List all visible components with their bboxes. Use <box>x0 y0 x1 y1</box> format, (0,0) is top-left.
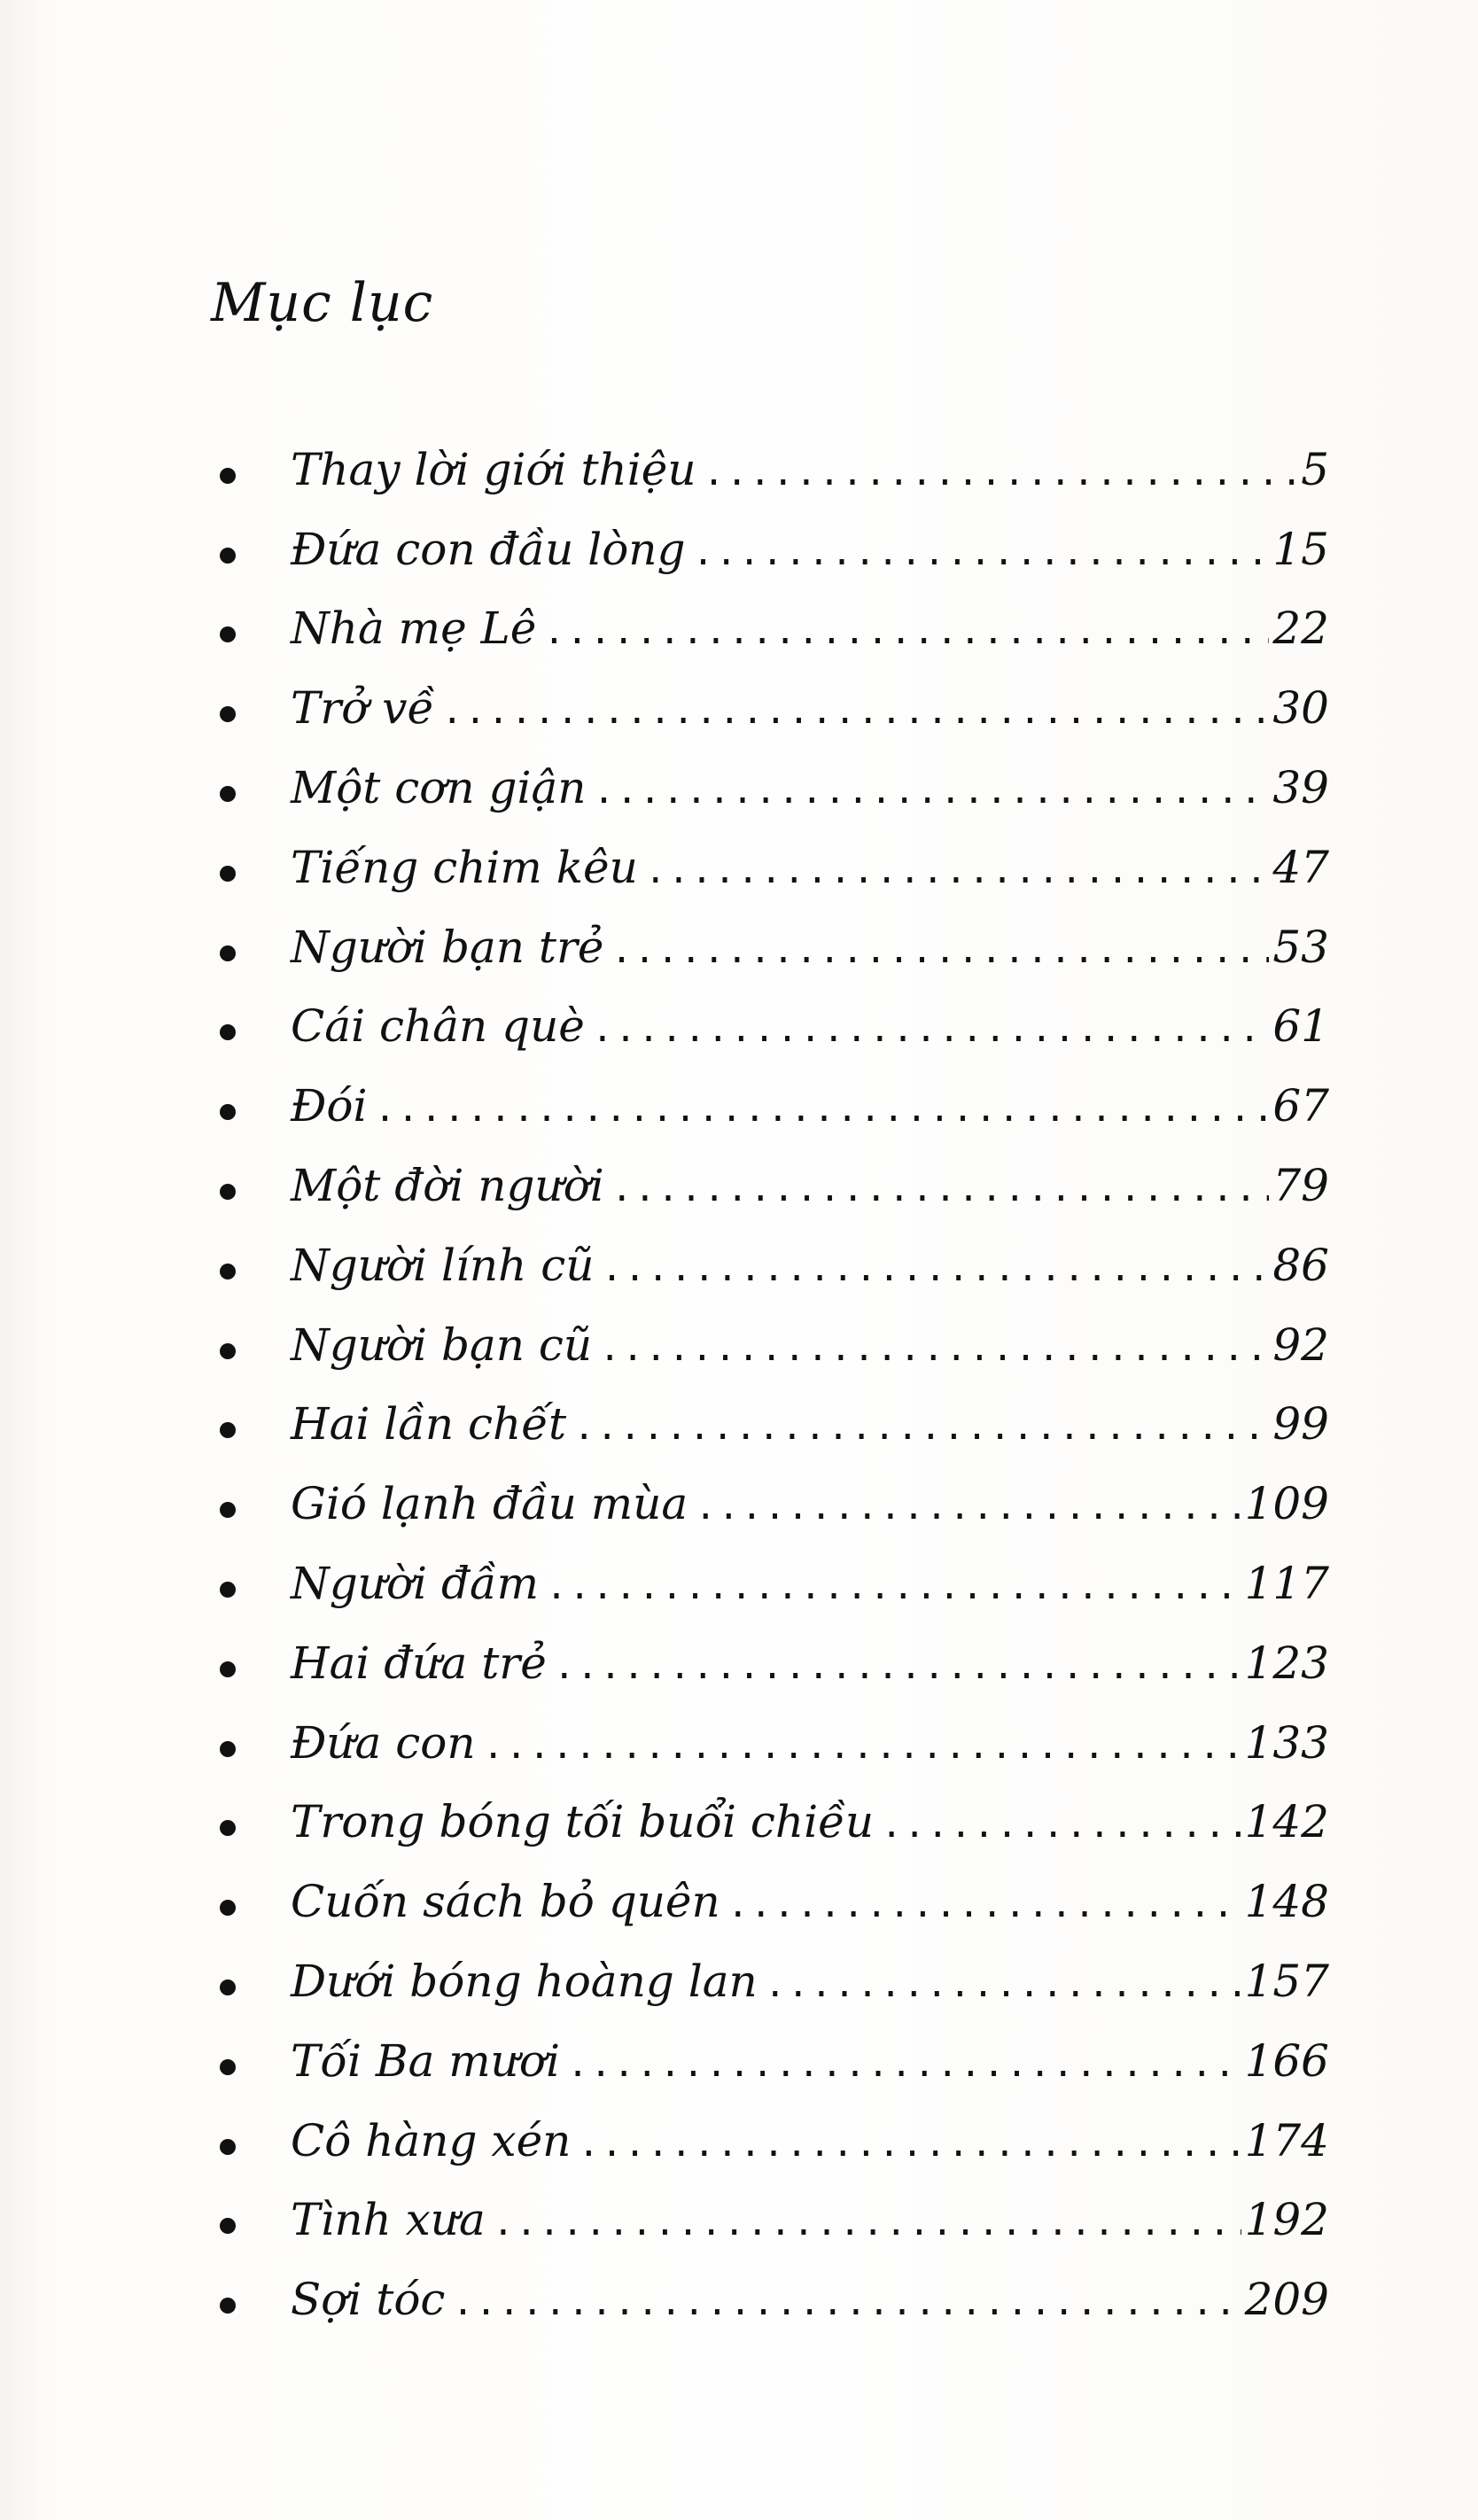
toc-entry-page: 157 <box>1244 1956 1329 2008</box>
toc-entry-page: 47 <box>1272 841 1329 893</box>
dot-leader <box>599 1314 1269 1376</box>
dot-leader <box>546 1552 1241 1614</box>
bullet-icon <box>220 945 236 961</box>
toc-entry <box>220 2181 1329 2260</box>
toc-entry-title: Cuốn sách bỏ quên <box>291 1876 720 1928</box>
dot-leader <box>693 518 1270 580</box>
toc-entry-page: 109 <box>1244 1478 1329 1530</box>
toc-entry-page: 22 <box>1272 603 1329 655</box>
toc-entry <box>220 1941 1329 2021</box>
toc-entry-page: 148 <box>1244 1876 1329 1928</box>
dot-leader <box>374 1075 1269 1137</box>
toc-entry <box>220 907 1329 987</box>
dot-leader <box>765 1950 1241 2012</box>
dot-leader <box>592 995 1270 1057</box>
bullet-icon <box>220 2298 236 2314</box>
toc-entry-title: Trở về <box>291 682 435 735</box>
toc-entry-title: Đứa con đầu lòng <box>291 523 686 575</box>
bullet-icon <box>220 2139 236 2155</box>
dot-leader <box>452 2268 1241 2330</box>
toc-entry-page: 133 <box>1244 1716 1329 1769</box>
toc-entry <box>220 1703 1329 1783</box>
bullet-icon <box>220 1661 236 1677</box>
toc-entry-page: 86 <box>1272 1239 1329 1291</box>
toc-entry-title: Người bạn trẻ <box>291 921 604 973</box>
dot-leader <box>594 757 1270 819</box>
dot-leader <box>727 1871 1241 1933</box>
toc-entry <box>220 1305 1329 1385</box>
bullet-icon <box>220 548 236 564</box>
bullet-icon <box>220 626 236 642</box>
toc-entry-page: 99 <box>1272 1398 1329 1451</box>
dot-leader <box>601 1234 1269 1296</box>
toc-entry <box>220 828 1329 907</box>
toc-entry <box>220 1146 1329 1225</box>
toc-entry-title: Cô hàng xén <box>291 2114 572 2166</box>
toc-entry <box>220 589 1329 669</box>
bullet-icon <box>220 1264 236 1279</box>
dot-leader <box>483 1712 1241 1774</box>
dot-leader <box>611 1155 1270 1217</box>
toc-entry-title: Tình xưa <box>291 2194 486 2246</box>
toc-entry <box>220 1385 1329 1465</box>
toc-entry-page: 61 <box>1272 1000 1329 1053</box>
dot-leader <box>441 677 1269 739</box>
bullet-icon <box>220 1820 236 1836</box>
bullet-icon <box>220 1184 236 1200</box>
toc-entry-title: Người đầm <box>291 1558 540 1610</box>
bullet-icon <box>220 706 236 722</box>
bullet-icon <box>220 1741 236 1757</box>
toc-entry-title: Đói <box>291 1080 368 1132</box>
dot-leader <box>881 1791 1241 1853</box>
toc-entry-title: Cái chân què <box>291 1000 585 1053</box>
toc-entry-page: 123 <box>1244 1637 1329 1689</box>
toc-entry-page: 30 <box>1272 682 1329 735</box>
toc-entry <box>220 748 1329 828</box>
toc-entry <box>220 1066 1329 1146</box>
toc-entry-title: Người bạn cũ <box>291 1318 593 1371</box>
toc-entry-page: 117 <box>1244 1558 1329 1610</box>
toc-entry-title: Một đời người <box>291 1160 604 1212</box>
dot-leader <box>543 597 1269 659</box>
bullet-icon <box>220 1582 236 1598</box>
toc-entry-title: Một cơn giận <box>291 762 587 814</box>
toc-entry <box>220 430 1329 509</box>
bullet-icon <box>220 786 236 802</box>
toc-entry-page: 39 <box>1272 762 1329 814</box>
toc-entry <box>220 1623 1329 1703</box>
toc-title: Mục lục <box>211 272 434 334</box>
toc-entry <box>220 2021 1329 2101</box>
toc-entry <box>220 1783 1329 1863</box>
toc-entry-page: 5 <box>1301 443 1329 495</box>
toc-entry-title: Hai đứa trẻ <box>291 1637 547 1689</box>
toc-entry-page: 166 <box>1244 2034 1329 2087</box>
toc-entry-title: Nhà mẹ Lê <box>291 603 537 655</box>
toc-entry <box>220 668 1329 748</box>
toc-entry-page: 67 <box>1272 1080 1329 1132</box>
dot-leader <box>554 1632 1241 1694</box>
dot-leader <box>611 916 1269 978</box>
toc-entry-title: Thay lời giới thiệu <box>291 443 696 495</box>
toc-entry <box>220 1225 1329 1305</box>
dot-leader <box>695 1473 1241 1535</box>
toc-entry-page: 92 <box>1272 1318 1329 1371</box>
bullet-icon <box>220 1104 236 1120</box>
toc-entry-page: 142 <box>1244 1796 1329 1848</box>
dot-leader <box>573 1393 1269 1455</box>
toc-entry <box>220 1862 1329 1941</box>
toc-entry <box>220 987 1329 1067</box>
bullet-icon <box>220 1422 236 1438</box>
toc-entry-title: Tối Ba mươi <box>291 2034 560 2087</box>
toc-entry-title: Người lính cũ <box>291 1239 595 1291</box>
toc-entry <box>220 2101 1329 2181</box>
toc-entry-page: 79 <box>1272 1160 1329 1212</box>
dot-leader <box>567 2030 1241 2092</box>
toc-entry-title: Gió lạnh đầu mùa <box>291 1478 688 1530</box>
dot-leader <box>493 2189 1241 2251</box>
toc-entry-page: 192 <box>1244 2194 1329 2246</box>
bullet-icon <box>220 2218 236 2234</box>
dot-leader <box>578 2110 1241 2172</box>
bullet-icon <box>220 1502 236 1518</box>
toc-entry <box>220 1544 1329 1623</box>
bullet-icon <box>220 1979 236 1995</box>
dot-leader <box>645 836 1270 898</box>
toc-entry-title: Tiếng chim kêu <box>291 841 638 893</box>
toc-entry-page: 53 <box>1272 921 1329 973</box>
toc-entry <box>220 1464 1329 1544</box>
toc-entry-title: Sợi tóc <box>291 2274 446 2326</box>
toc-entry-title: Hai lần chết <box>291 1398 567 1451</box>
bullet-icon <box>220 1024 236 1040</box>
bullet-icon <box>220 468 236 484</box>
toc-entry-page: 174 <box>1244 2114 1329 2166</box>
toc-entry-page: 209 <box>1244 2274 1329 2326</box>
toc-entry-page: 15 <box>1272 523 1329 575</box>
toc-entry-title: Trong bóng tối buổi chiều <box>291 1796 875 1848</box>
dot-leader <box>704 439 1298 501</box>
bullet-icon <box>220 1900 236 1916</box>
bullet-icon <box>220 2059 236 2075</box>
toc-list <box>220 430 1329 2339</box>
toc-entry <box>220 509 1329 589</box>
toc-entry <box>220 2259 1329 2339</box>
bullet-icon <box>220 866 236 882</box>
toc-entry-title: Đứa con <box>291 1716 476 1769</box>
toc-entry-title: Dưới bóng hoàng lan <box>291 1956 758 2008</box>
bullet-icon <box>220 1343 236 1359</box>
